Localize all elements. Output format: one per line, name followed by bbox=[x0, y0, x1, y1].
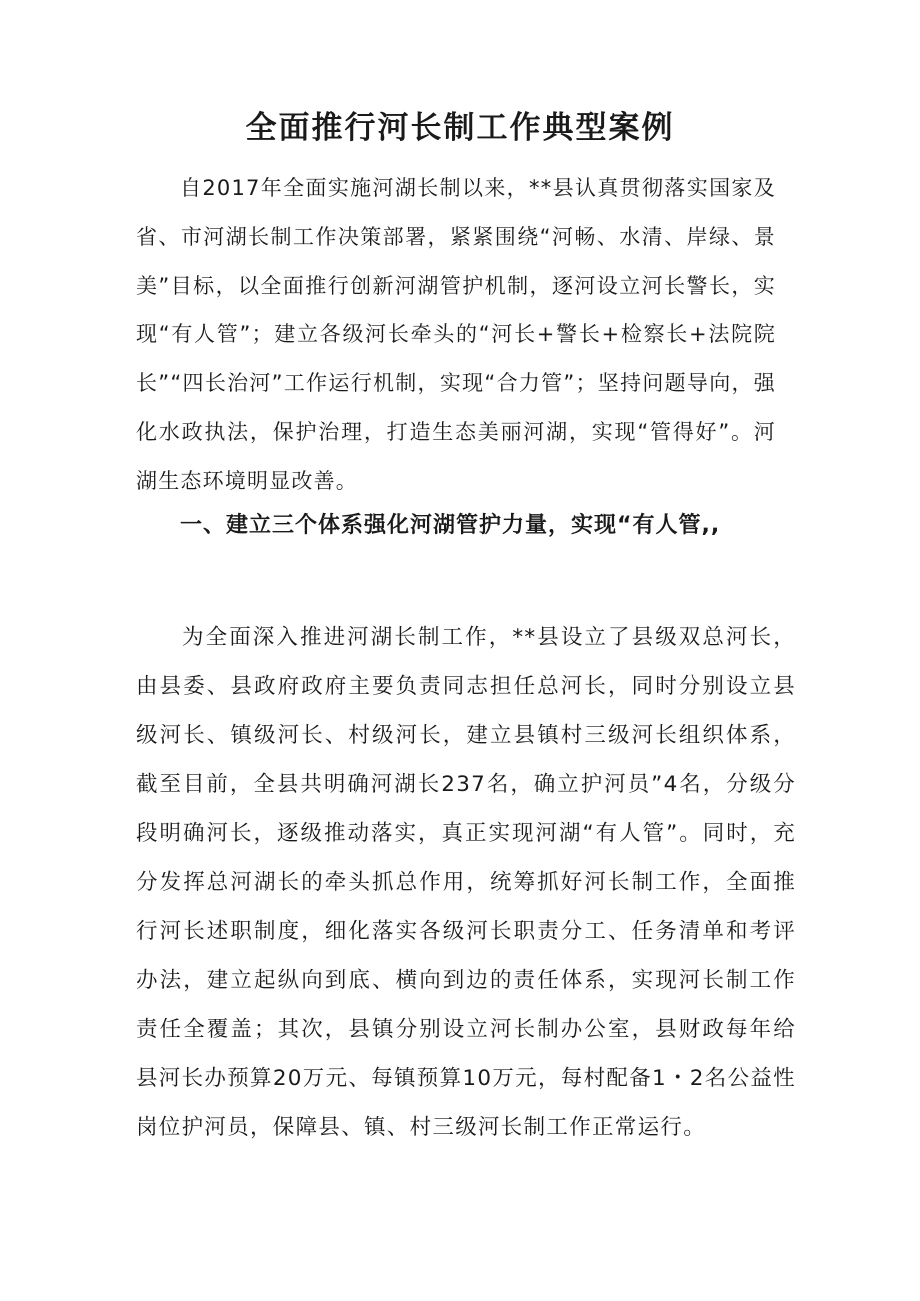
document-title: 全面推行河长制工作典型案例 bbox=[245, 110, 675, 146]
section-body-paragraph: 为全面深入推进河湖长制工作，**县设立了县级双总河长，由县委、县政府政府主要负责同志担任总河长，同时分别设立县级河长、镇级河长、村级河长，建立县镇村三级河长组织体系，截至目前，全县共明确河湖长237名，确立护河员”4名，分级分段明确河长，逐级推动落实，真正实现河湖“有人管”。同时，充分发挥总河湖长的牵头抓总作用，统筹抓好河长制工作，全面推行河长述职制度，细化落实各级河长职责分工、任务清单和考评办法，建立起纵向到底、横向到边的责任体系，实现河长制工作责任全覆盖；其次，县镇分别设立河长制办公室，县财政每年给县河长办预算20万元、每镇预算10万元，每村配备1・2名公益性岗位护河员，保障县、镇、村三级河长制工作正常运行。 bbox=[136, 625, 796, 1140]
intro-paragraph: 自2017年全面实施河湖长制以来，**县认真贯彻落实国家及省、市河湖长制工作决策部署，紧紧围绕“河畅、水清、岸绿、景美”目标，以全面推行创新河湖管护机制，逐河设立河长警长，实现“有人管”；建立各级河长牵头的“河长+警长+检察长+法院院长”“四长治河”工作运行机制，实现“合力管”；坚持问题导向，强化水政执法，保护治理，打造生态美丽河湖，实现“管得好”。河湖生态环境明显改善。 bbox=[136, 176, 776, 493]
section-heading: 一、建立三个体系强化河湖管护力量，实现“有人管,, bbox=[180, 513, 721, 538]
